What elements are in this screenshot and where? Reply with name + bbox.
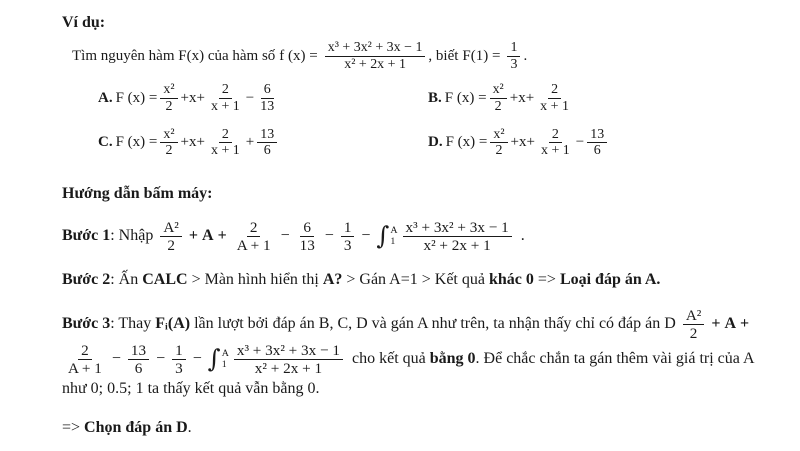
option-c-term-3 [208,127,243,159]
integral-sign-icon: ∫ [376,221,390,251]
step-1-minus-3: − [361,226,371,244]
problem-comma: , biết [428,47,459,64]
step-1-plus-2: + [217,226,227,244]
option-c-op-3: + [245,134,255,151]
step-3-minus-1: − [111,349,121,367]
num: 2 [549,127,562,144]
step-3-integrand [234,342,343,377]
den: x + 1 [210,143,240,159]
step-1-minus-1: − [280,226,290,244]
num: x² [490,127,507,144]
option-a-op-1: + [180,89,190,106]
option-c-op-2: + [196,134,205,151]
den: x² + 2x + 1 [254,359,323,377]
option-b-tag: B. [428,89,442,106]
problem-statement [62,40,762,72]
step-1-integrand [403,219,512,254]
den: 2 [495,143,503,159]
num: x² [490,82,507,99]
option-d[interactable] [428,127,758,159]
step-3-text-1: : Thay [110,314,156,332]
step-3-label: Bước 3 [62,314,111,332]
den: A + 1 [236,236,271,254]
den: 6 [593,143,601,159]
step-1-text-after: . [520,226,525,244]
num: A² [683,307,705,325]
step-2-prompt: A? [322,270,343,288]
option-a-term-4 [257,82,277,114]
step-1-plus-1: + [188,226,198,244]
problem-lead: Tìm nguyên hàm F(x) của hàm số [72,47,276,64]
final-arrow: => [62,419,85,437]
den: 13 [260,98,275,114]
option-a-tag: A. [98,89,113,106]
num: 6 [261,82,274,99]
condition-label: F(1) = [462,47,501,64]
problem-period: . [523,47,528,64]
option-c-lhs: F (x) = [115,134,158,151]
option-a-term-1 [160,82,177,114]
den: 2 [165,98,173,114]
step-3-integral [208,342,346,377]
step-1-minus-2: − [324,226,334,244]
den: 3 [175,359,183,377]
num: x² [160,127,177,144]
problem-line [72,40,762,72]
den: 6 [134,359,143,377]
den: 2 [689,324,698,342]
den: 3 [343,236,352,254]
num: 2 [78,342,92,360]
option-b-term-2: x [518,89,526,106]
option-d-term-1 [490,127,507,159]
step-3-minus-2: − [156,349,166,367]
option-a-op-3: − [245,89,255,106]
option-a-term-3 [208,82,243,114]
den: 13 [299,236,315,254]
num: 13 [257,127,277,144]
den: 2 [165,143,173,159]
option-a-lhs: F (x) = [115,89,158,106]
den: A + 1 [68,359,102,377]
step-1-frac-1 [160,219,182,254]
option-c-tag: C. [98,134,113,151]
option-c[interactable] [98,127,428,159]
step-2-mid-3: => [533,270,560,288]
den: 2 [494,98,502,114]
step-3-frac-4 [172,342,186,377]
option-b-op-1: + [509,89,519,106]
option-d-term-3 [538,127,573,159]
document-content [62,14,762,437]
answer-options [98,82,762,159]
option-a[interactable] [98,82,428,114]
step-2-mid-1: > Màn hình hiển thị [187,270,323,288]
example-heading: Ví dụ: [62,14,106,31]
den: 6 [263,143,271,159]
step-3-plus-1: + [711,314,721,332]
fx-label: f (x) = [279,47,318,64]
num: 13 [587,127,607,144]
den: x + 1 [210,98,240,114]
integral-sign-icon: ∫ [207,344,221,374]
step-2-mid-2: > Gán A=1 > Kết quả [342,270,489,288]
num: 13 [128,342,149,360]
step-2-result: khác 0 [488,270,534,288]
step-3-bold-zero: bằng 0 [429,349,476,367]
den: x + 1 [540,143,570,159]
step-2-text: : Ấn [110,270,143,288]
num: 2 [219,82,232,99]
option-d-op-1: + [510,134,520,151]
final-period: . [187,419,192,437]
integral-upper-limit: A [390,224,398,236]
step-2-label: Bước 2 [62,270,111,288]
step-1-frac-4 [341,219,355,254]
step-2 [62,268,762,293]
option-d-tag: D. [428,134,443,151]
integral-lower-limit: 1 [390,235,396,247]
final-answer [62,419,762,437]
num: 2 [548,82,561,99]
condition-denominator: 3 [510,56,518,72]
step-1-frac-3 [297,219,318,254]
num: 1 [172,342,186,360]
fx-denominator: x² + 2x + 1 [344,56,406,72]
num: A² [160,219,182,237]
condition-numerator: 1 [507,40,520,57]
num: 2 [247,219,261,237]
integral-limits [222,349,229,370]
option-d-term-2: x [519,134,527,151]
steps-list [62,219,762,438]
num: 2 [219,127,232,144]
step-3-var-a: A [724,314,737,332]
option-b-term-1 [490,82,507,114]
step-1-var-a: A [202,226,214,244]
integral-lower-limit: 1 [221,358,227,370]
condition-fraction [507,40,520,72]
num: x² [160,82,177,99]
step-2-calc: CALC [142,270,188,288]
step-3-frac-1 [683,307,705,342]
option-c-term-2: x [189,134,197,151]
step-1-label: Bước 1 [62,226,111,244]
step-3-frac-2 [65,342,105,377]
option-d-op-3: − [575,134,585,151]
step-1-text-before: : Nhập [110,226,154,244]
option-c-op-1: + [180,134,190,151]
option-c-term-1 [160,127,177,159]
step-1 [62,219,762,254]
option-a-term-2: x [189,89,197,106]
num: x³ + 3x² + 3x − 1 [403,219,512,237]
option-d-lhs: F (x) = [445,134,488,151]
den: x + 1 [540,98,569,114]
step-2-conclusion: Loại đáp án A. [559,270,661,288]
option-d-term-4 [587,127,607,159]
num: 6 [300,219,314,237]
option-b-op-2: + [525,89,535,106]
step-1-integral [376,219,514,254]
step-1-frac-2 [234,219,274,254]
option-d-op-2: + [526,134,535,151]
step-3-minus-3: − [192,349,202,367]
option-b-term-3 [537,82,572,114]
step-3-plus-2: + [740,314,750,332]
integral-limits [390,226,397,247]
option-b[interactable] [428,82,758,114]
num: 1 [341,219,355,237]
option-a-op-2: + [196,89,205,106]
step-3 [62,307,762,402]
final-bold: Chọn đáp án D [84,419,188,437]
den: x² + 2x + 1 [423,236,491,254]
guide-heading: Hướng dẫn bấm máy: [62,184,213,202]
step-3-frac-3 [128,342,149,377]
option-c-term-4 [257,127,277,159]
num: x³ + 3x² + 3x − 1 [234,342,343,360]
option-b-lhs: F (x) = [444,89,487,106]
fx-fraction [325,40,426,72]
step-3-text-3: cho kết quả [352,349,430,367]
fx-numerator: x³ + 3x² + 3x − 1 [325,40,426,57]
step-3-fi-a: Fᵢ(A) [155,314,191,332]
integral-upper-limit: A [221,347,229,359]
step-3-text-4: . Để chắc chắn ta gán thêm vài giá trị của A như 0; 0.5; 1 ta thấy kết quả vẫn bằng 0. [62,349,754,397]
den: 2 [167,236,175,254]
step-3-text-2: lần lượt bởi đáp án B, C, D và gán A như trên, ta nhận thấy chỉ có đáp án D [190,314,676,332]
